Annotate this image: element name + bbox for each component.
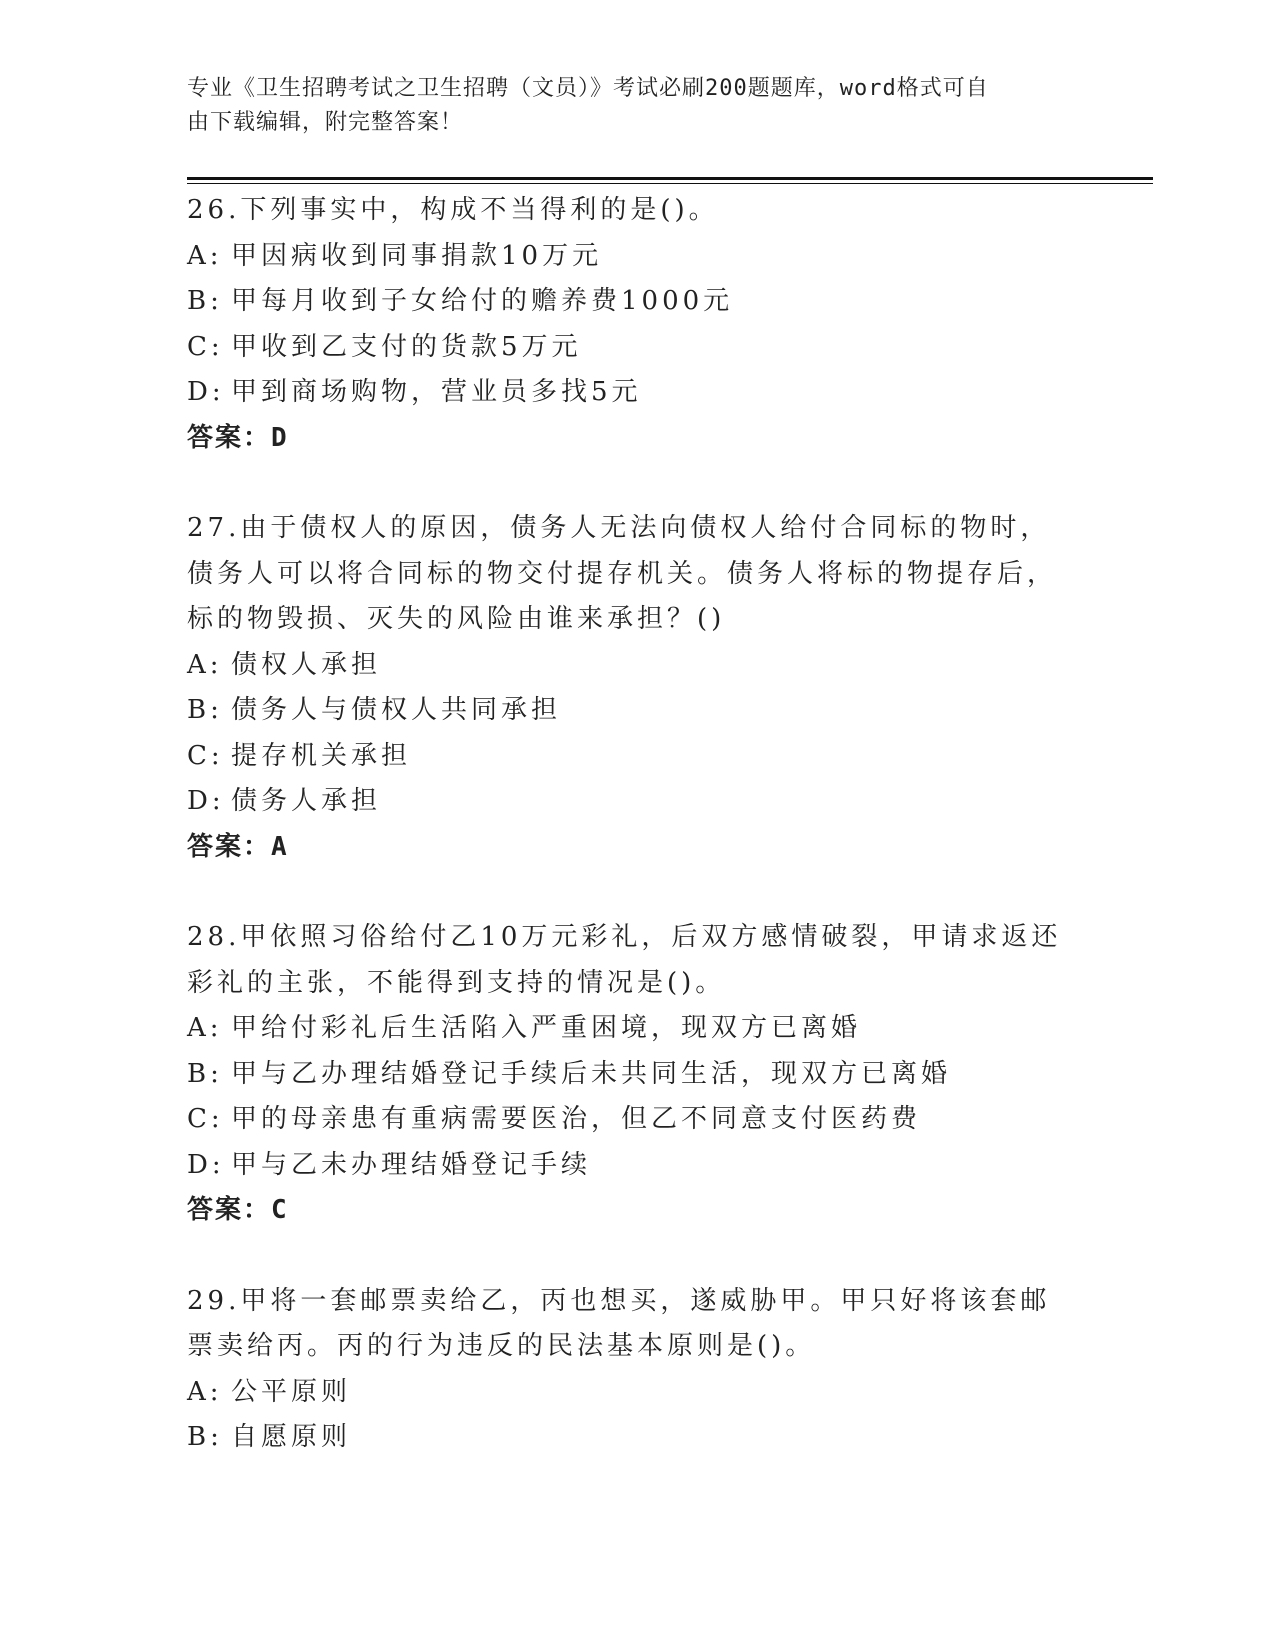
- option-a: [187, 1370, 1087, 1416]
- option-text: 甲给付彩礼后生活陷入严重困境，现双方已离婚: [231, 1013, 862, 1043]
- option-b: [187, 279, 1087, 325]
- option-c: [187, 734, 1087, 780]
- option-text: 债务人承担: [231, 786, 382, 816]
- option-b: [187, 688, 1087, 734]
- question-stem: 26.下列事实中，构成不当得利的是()。: [187, 195, 719, 225]
- option-key: A:: [187, 1013, 223, 1043]
- question-27: [187, 506, 1087, 870]
- question-stem: 29.甲将一套邮票卖给乙，丙也想买，遂威胁甲。甲只好将该套邮票卖给丙。丙的行为违反的民法基本原则是()。: [187, 1285, 1051, 1361]
- question-26: [187, 188, 1087, 461]
- document-header: [187, 72, 1067, 140]
- option-d: [187, 779, 1087, 825]
- option-key: B:: [187, 1058, 223, 1089]
- option-a: [187, 1006, 1087, 1052]
- option-text: 甲到商场购物，营业员多找5元: [231, 377, 642, 407]
- header-divider-thin: [187, 183, 1153, 184]
- option-text: 甲与乙办理结婚登记手续后未共同生活，现双方已离婚: [231, 1058, 952, 1089]
- header-line-2: 由下载编辑，附完整答案！: [187, 110, 464, 135]
- option-d: [187, 370, 1087, 416]
- option-text: 债权人承担: [231, 649, 382, 680]
- option-a: [187, 643, 1087, 689]
- option-a: [187, 234, 1087, 280]
- question-stem: 27.由于债权人的原因，债务人无法向债权人给付合同标的物时，债务人可以将合同标的物交付提存机关。债务人将标的物提存后，标的物毁损、灭失的风险由谁来承担？(): [187, 513, 1058, 634]
- option-b: [187, 1052, 1087, 1098]
- question-29: [187, 1279, 1087, 1461]
- answer-line: 答案：A: [187, 831, 289, 862]
- option-c: [187, 1097, 1087, 1143]
- question-list: [187, 188, 1087, 1506]
- option-text: 公平原则: [231, 1376, 352, 1407]
- option-key: D:: [187, 1149, 225, 1180]
- option-key: C:: [187, 331, 224, 362]
- header-divider-thick: [187, 177, 1153, 180]
- option-key: D:: [187, 377, 225, 407]
- option-c: [187, 325, 1087, 371]
- option-text: 提存机关承担: [231, 740, 412, 771]
- option-key: A:: [187, 1376, 223, 1407]
- answer-line: 答案：D: [187, 422, 289, 453]
- question-stem: 28.甲依照习俗给付乙10万元彩礼，后双方感情破裂，甲请求返还彩礼的主张，不能得到支持的情况是()。: [187, 922, 1062, 998]
- question-28: [187, 915, 1087, 1234]
- option-key: C:: [187, 740, 224, 771]
- option-text: 甲收到乙支付的货款5万元: [231, 331, 582, 362]
- option-text: 甲与乙未办理结婚登记手续: [231, 1149, 592, 1180]
- option-text: 自愿原则: [231, 1422, 352, 1452]
- option-key: B:: [187, 286, 223, 316]
- option-key: B:: [187, 1422, 223, 1452]
- option-b: [187, 1415, 1087, 1461]
- option-d: [187, 1143, 1087, 1189]
- option-key: A:: [187, 649, 223, 680]
- option-text: 甲的母亲患有重病需要医治，但乙不同意支付医药费: [231, 1104, 922, 1134]
- answer-line: 答案：C: [187, 1195, 289, 1225]
- option-key: C:: [187, 1104, 224, 1134]
- option-text: 债务人与债权人共同承担: [231, 695, 562, 725]
- option-key: A:: [187, 240, 223, 271]
- option-text: 甲因病收到同事捐款10万元: [231, 240, 603, 271]
- option-key: D:: [187, 786, 225, 816]
- header-line-1: 专业《卫生招聘考试之卫生招聘（文员）》考试必刷200题题库，word格式可自: [187, 76, 989, 101]
- option-text: 甲每月收到子女给付的赡养费1000元: [231, 286, 734, 316]
- option-key: B:: [187, 695, 223, 725]
